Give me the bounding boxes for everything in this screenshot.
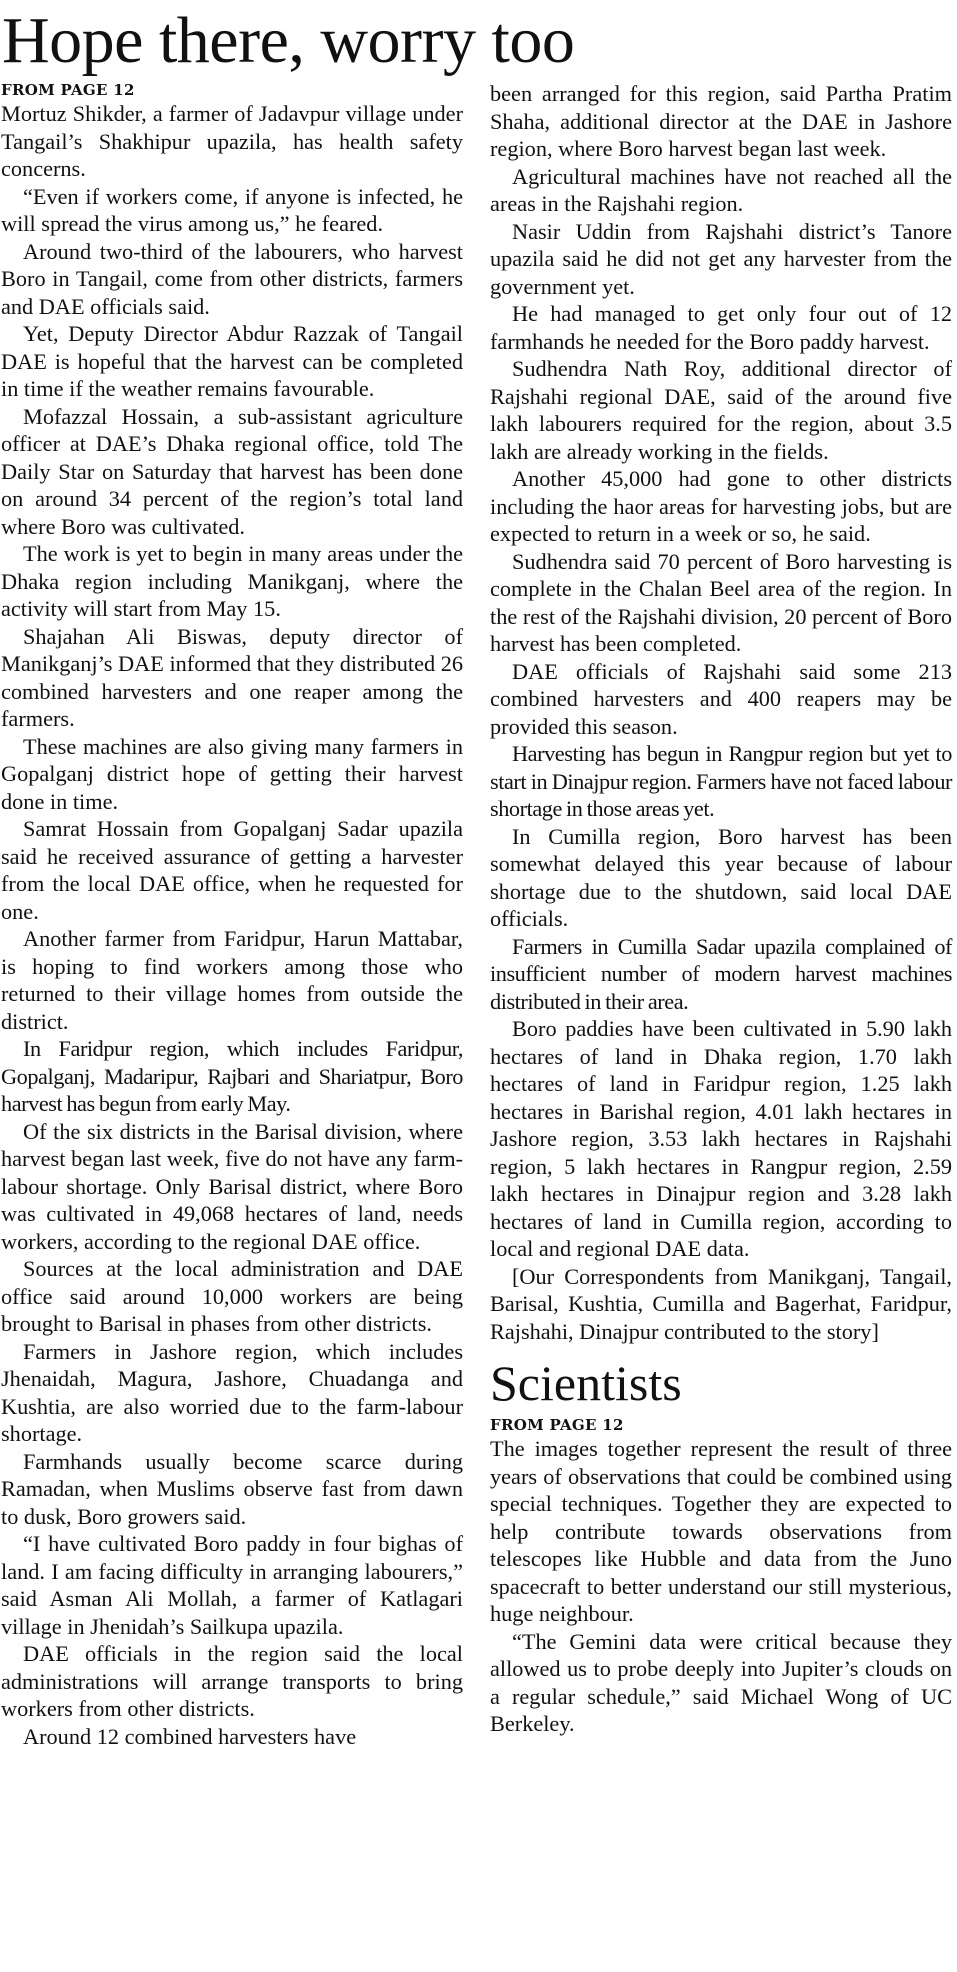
paragraph: Farmers in Jashore region, which includes Jhenaidah, Magura, Jashore, Chuadanga and Kushtia, are also worried due to the farm-labour shortage. <box>1 1338 463 1446</box>
paragraph: Harvesting has begun in Rangpur region but yet to start in Dinajpur region. Farmers have not faced labour shortage in those areas yet. <box>490 741 952 821</box>
paragraph: DAE officials of Rajshahi said some 213 combined harvesters and 400 reapers may be provided this season. <box>490 658 952 739</box>
paragraph: been arranged for this region, said Partha Pratim Shaha, additional director at the DAE in Jashore region, where Boro harvest began last week. <box>490 81 952 161</box>
jump-label: FROM PAGE 12 <box>490 1416 624 1434</box>
paragraph: Yet, Deputy Director Abdur Razzak of Tangail DAE is hopeful that the harvest can be completed in time if the weather remains favourable. <box>1 321 463 401</box>
paragraph: [Our Correspondents from Manikganj, Tangail, Barisal, Kushtia, Cumilla and Bagerhat, Faridpur, Rajshahi, Dinajpur contributed to the story] <box>490 1263 952 1344</box>
article-headline: Hope there, worry too <box>2 4 575 77</box>
paragraph: Nasir Uddin from Rajshahi district’s Tanore upazila said he did not get any harvester from the government yet. <box>490 218 952 299</box>
paragraph: Samrat Hossain from Gopalganj Sadar upazila said he received assurance of getting a harvester from the local DAE office, when he requested for one. <box>1 816 463 924</box>
paragraph: DAE officials in the region said the local administrations will arrange transports to bring workers from other districts. <box>1 1641 463 1721</box>
paragraph: Around two-third of the labourers, who harvest Boro in Tangail, come from other districts, farmers and DAE officials said. <box>1 238 463 319</box>
jump-label: FROM PAGE 12 <box>1 81 135 99</box>
paragraph: Mortuz Shikder, a farmer of Jadavpur village under Tangail’s Shakhipur upazila, has health safety concerns. <box>1 101 463 181</box>
second-article-headline: Scientists <box>490 1355 682 1411</box>
paragraph: “Even if workers come, if anyone is infected, he will spread the virus among us,” he feared. <box>1 183 463 236</box>
paragraph: In Faridpur region, which includes Faridpur, Gopalganj, Madaripur, Rajbari and Shariatpur, Boro harvest has begun from early May. <box>1 1036 463 1116</box>
paragraph: He had managed to get only four out of 12 farmhands he needed for the Boro paddy harvest. <box>490 301 952 354</box>
paragraph: Another 45,000 had gone to other districts including the haor areas for harvesting jobs, but are expected to return in a week or so, he said. <box>490 466 952 546</box>
paragraph: Of the six districts in the Barisal division, where harvest began last week, five do not have any farm-labour shortage. Only Barisal district, where Boro was cultivated in 49,068 hectares of land, needs workers, according to the regional DAE office. <box>1 1118 463 1254</box>
paragraph: Agricultural machines have not reached all the areas in the Rajshahi region. <box>490 163 952 216</box>
article-left-column <box>1 80 463 1750</box>
paragraph: Sources at the local administration and DAE office said around 10,000 workers are being brought to Barisal in phases from other districts. <box>1 1256 463 1336</box>
paragraph: “I have cultivated Boro paddy in four bighas of land. I am facing difficulty in arranging labourers,” said Asman Ali Mollah, a farmer of Katlagari village in Jhenidah’s Sailkupa upazila. <box>1 1531 463 1639</box>
paragraph: Another farmer from Faridpur, Harun Mattabar, is hoping to find workers among those who returned to their village homes from outside the district. <box>1 926 463 1034</box>
paragraph: Mofazzal Hossain, a sub-assistant agriculture officer at DAE’s Dhaka regional office, told The Daily Star on Saturday that harvest has been done on around 34 percent of the region’s total land where Boro was cultivated. <box>1 403 463 539</box>
paragraph: “The Gemini data were critical because they allowed us to probe deeply into Jupiter’s clouds on a regular schedule,” said Michael Wong of UC Berkeley. <box>490 1628 952 1736</box>
paragraph: In Cumilla region, Boro harvest has been somewhat delayed this year because of labour shortage due to the shutdown, said local DAE officials. <box>490 823 952 931</box>
paragraph: Farmhands usually become scarce during Ramadan, when Muslims observe fast from dawn to dusk, Boro growers said. <box>1 1448 463 1529</box>
article-right-column <box>490 80 952 1738</box>
paragraph: Sudhendra Nath Roy, additional director of Rajshahi regional DAE, said of the around five lakh labourers required for the region, about 3.5 lakh are already working in the fields. <box>490 356 952 464</box>
paragraph: Around 12 combined harvesters have <box>23 1723 357 1749</box>
paragraph: These machines are also giving many farmers in Gopalganj district hope of getting their harvest done in time. <box>1 733 463 814</box>
paragraph: The images together represent the result of three years of observations that could be combined using special techniques. Together they are expected to help contribute towards observations from telescopes like Hubble and data from the Juno spacecraft to better understand our still mysterious, huge neighbour. <box>490 1436 952 1626</box>
paragraph: Boro paddies have been cultivated in 5.90 lakh hectares of land in Dhaka region, 1.70 lakh hectares of land in Faridpur region, 1.25 lakh hectares in Barishal region, 4.01 lakh hectares in Jashore region, 3.53 lakh hectares in Rajshahi region, 5 lakh hectares in Rangpur region, 2.59 lakh hectares in Dinajpur region and 3.28 lakh hectares of land in Cumilla region, according to local and regional DAE data. <box>490 1016 952 1261</box>
paragraph: The work is yet to begin in many areas under the Dhaka region including Manikganj, where the activity will start from May 15. <box>1 541 463 621</box>
paragraph: Farmers in Cumilla Sadar upazila complained of insufficient number of modern harvest machines distributed in their area. <box>490 933 952 1014</box>
paragraph: Shajahan Ali Biswas, deputy director of Manikganj’s DAE informed that they distributed 26 combined harvesters and one reaper among the farmers. <box>1 623 463 731</box>
paragraph: Sudhendra said 70 percent of Boro harvesting is complete in the Chalan Beel area of the region. In the rest of the Rajshahi division, 20 percent of Boro harvest has been completed. <box>490 548 952 656</box>
